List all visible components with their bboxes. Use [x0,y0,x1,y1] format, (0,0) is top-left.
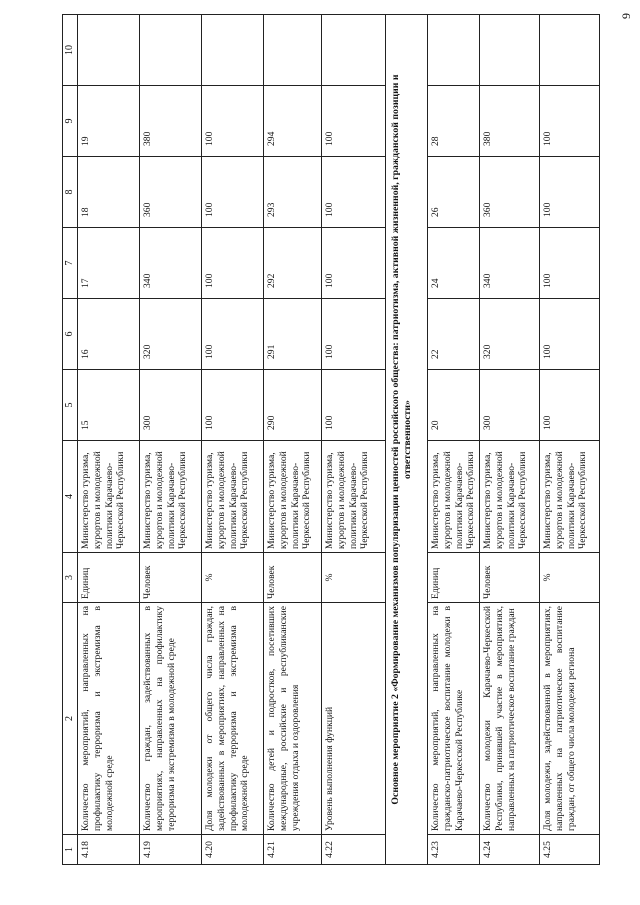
table-row [140,15,202,865]
responsible-org: Министерство туризма, курортов и молодежной политики Карачаево-Черкесской Республики [322,441,386,553]
header-cell: 5 [63,370,78,441]
value-cell: 100 [322,86,386,157]
value-cell [480,15,540,86]
value-cell: 100 [322,299,386,370]
indicator-description: Доля молодежи от общего числа граждан, задействованных в мероприятиях, направленных на профилактику терроризма и экстремизма в молодежной среде [202,603,264,835]
value-cell [202,15,264,86]
row-number: 4.18 [78,835,140,865]
value-cell: 340 [140,228,202,299]
value-cell [540,15,600,86]
indicator-description: Доля молодежи, задействованной в мероприятиях, направленных на патриотическое воспитание граждан, от общего числа молодежи региона [540,603,600,835]
unit: % [540,553,600,603]
page-number: 9 [619,13,633,19]
unit: Единиц [428,553,480,603]
value-cell: 26 [428,157,480,228]
unit: Человек [480,553,540,603]
value-cell: 360 [140,157,202,228]
row-number: 4.21 [264,835,322,865]
value-cell: 320 [140,299,202,370]
value-cell: 100 [540,228,600,299]
indicator-description: Количество молодежи Карачаево-Черкесской Республики, принявшей участие в мероприятиях, направленных на патриотическое воспитание граждан [480,603,540,835]
indicators-table [62,14,600,865]
value-cell: 15 [78,370,140,441]
value-cell: 18 [78,157,140,228]
value-cell: 20 [428,370,480,441]
row-number: 4.22 [322,835,386,865]
table-row [322,15,386,865]
indicator-description: Количество мероприятий, направленных на профилактику терроризма и экстремизма в молодежной среде [78,603,140,835]
value-cell: 360 [480,157,540,228]
value-cell [428,15,480,86]
value-cell: 100 [202,157,264,228]
responsible-org: Министерство туризма, курортов и молодежной политики Карачаево-Черкесской Республики [78,441,140,553]
table-row [78,15,140,865]
header-cell: 7 [63,228,78,299]
unit: Человек [140,553,202,603]
value-cell: 290 [264,370,322,441]
value-cell: 100 [322,370,386,441]
value-cell: 100 [202,86,264,157]
header-cell: 3 [63,553,78,603]
value-cell: 380 [480,86,540,157]
table-row [480,15,540,865]
value-cell: 293 [264,157,322,228]
value-cell: 100 [202,228,264,299]
row-number: 4.20 [202,835,264,865]
value-cell: 292 [264,228,322,299]
indicator-description: Уровень выполнения функций [322,603,386,835]
value-cell: 19 [78,86,140,157]
indicator-description: Количество мероприятий, направленных на гражданско-патриотическое воспитание молодежи в Карачаево-Черкесской Республике [428,603,480,835]
row-number: 4.19 [140,835,202,865]
unit: Человек [264,553,322,603]
responsible-org: Министерство туризма, курортов и молодежной политики Карачаево-Черкесской Республики [140,441,202,553]
row-number: 4.23 [428,835,480,865]
section-title: Основное мероприятие 2 «Формирование механизмов популяризации ценностей российского общества: патриотизма, активной жизненной, гражданской позиции и ответственности» [386,15,428,865]
value-cell: 294 [264,86,322,157]
value-cell: 100 [540,157,600,228]
responsible-org: Министерство туризма, курортов и молодежной политики Карачаево-Черкесской Республики [428,441,480,553]
responsible-org: Министерство туризма, курортов и молодежной политики Карачаево-Черкесской Республики [480,441,540,553]
value-cell: 100 [322,228,386,299]
value-cell: 17 [78,228,140,299]
value-cell [322,15,386,86]
header-cell: 1 [63,835,78,865]
section-row [386,15,428,865]
value-cell: 100 [202,370,264,441]
header-cell: 8 [63,157,78,228]
header-cell: 6 [63,299,78,370]
header-row [63,15,78,865]
value-cell: 100 [540,86,600,157]
header-cell: 2 [63,603,78,835]
unit: Единиц [78,553,140,603]
header-cell: 4 [63,441,78,553]
table-row [540,15,600,865]
table-row [264,15,322,865]
table-row [428,15,480,865]
value-cell [78,15,140,86]
unit: % [322,553,386,603]
indicator-description: Количество граждан, задействованных в мероприятиях, направленных на профилактику терроризма и экстремизма в молодежной среде [140,603,202,835]
value-cell: 100 [322,157,386,228]
row-number: 4.25 [540,835,600,865]
header-cell: 10 [63,15,78,86]
value-cell: 291 [264,299,322,370]
rotated-table-wrapper [62,15,627,865]
value-cell: 100 [540,299,600,370]
row-number: 4.24 [480,835,540,865]
value-cell: 380 [140,86,202,157]
value-cell [264,15,322,86]
responsible-org: Министерство туризма, курортов и молодежной политики Карачаево-Черкесской Республики [202,441,264,553]
value-cell [140,15,202,86]
value-cell: 22 [428,299,480,370]
value-cell: 300 [140,370,202,441]
header-cell: 9 [63,86,78,157]
table-row [202,15,264,865]
responsible-org: Министерство туризма, курортов и молодежной политики Карачаево-Черкесской Республики [264,441,322,553]
value-cell: 320 [480,299,540,370]
value-cell: 300 [480,370,540,441]
unit: % [202,553,264,603]
responsible-org: Министерство туризма, курортов и молодежной политики Карачаево-Черкесской Республики [540,441,600,553]
value-cell: 340 [480,228,540,299]
value-cell: 24 [428,228,480,299]
value-cell: 16 [78,299,140,370]
value-cell: 28 [428,86,480,157]
value-cell: 100 [202,299,264,370]
indicator-description: Количество детей и подростков, посетивших международные, российские и республиканские учреждения отдыха и оздоровления [264,603,322,835]
value-cell: 100 [540,370,600,441]
